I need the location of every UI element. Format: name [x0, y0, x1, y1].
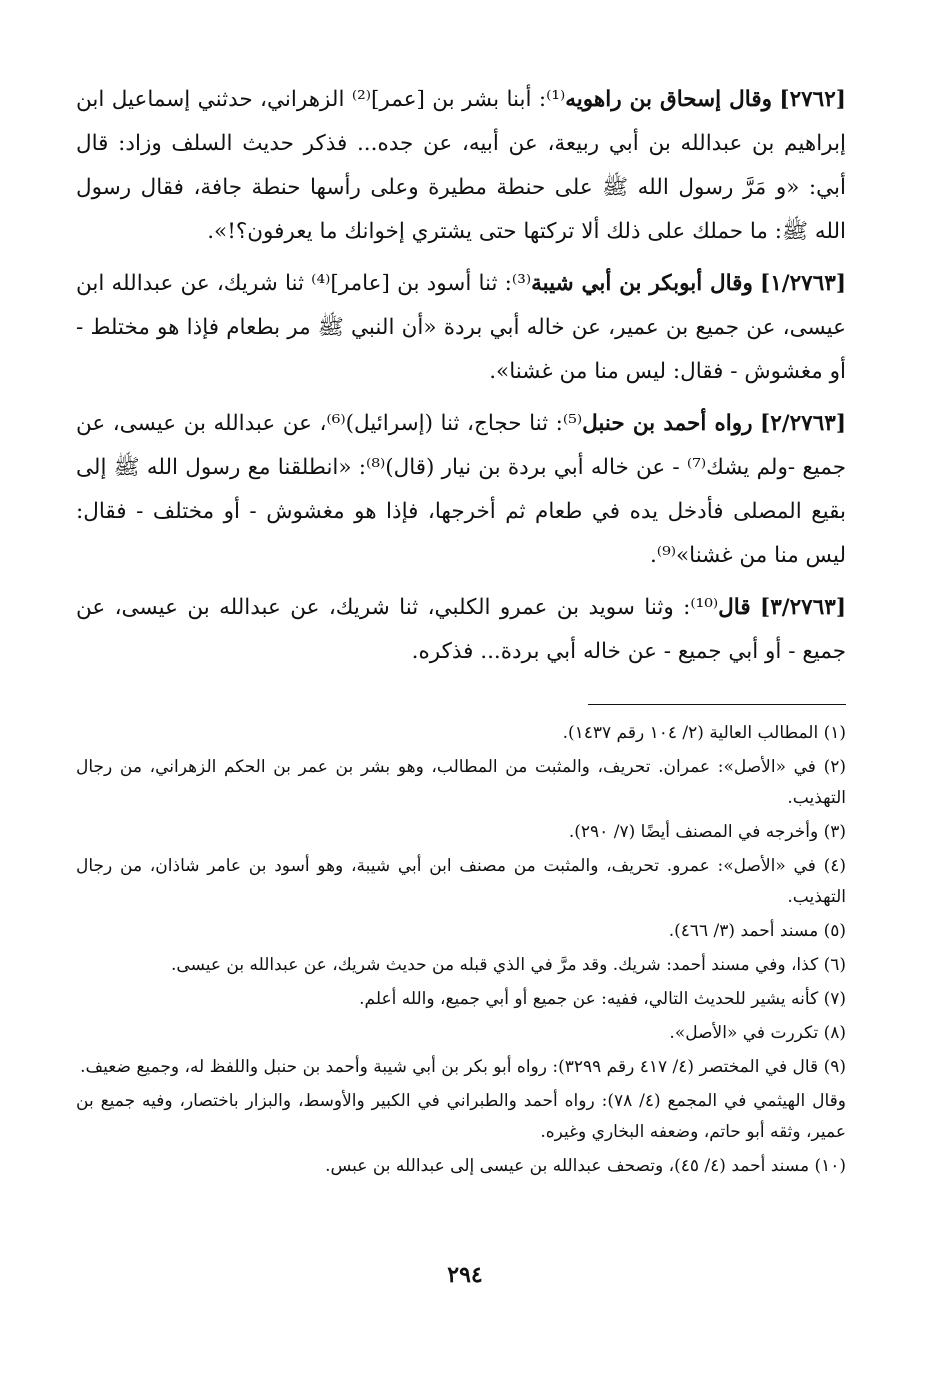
footnote-4: (٤) في «الأصل»: عمرو. تحريف، والمثبت من مصنف ابن أبي شيبة، وهو أسود بن عامر شاذان، من رجال التهذيب. — [76, 856, 846, 907]
hadith-paragraph-2763-3 — [76, 586, 846, 674]
footnote-5: (٥) مسند أحمد (٣/ ٤٦٦). — [668, 921, 846, 941]
hadith-number: [٢٧٦٢] — [779, 87, 846, 112]
footnote-8: (٨) تكررت في «الأصل». — [669, 1023, 846, 1043]
footnote-separator — [588, 704, 846, 705]
hadith-paragraph-2762 — [76, 78, 846, 254]
footnote-9: (٩) قال في المختصر (٤/ ٤١٧ رقم ٣٢٩٩): رواه أبو بكر بن أبي شيبة وأحمد بن حنبل واللفظ له، وجميع ضعيف. — [80, 1057, 846, 1077]
hadith-lead: قال — [718, 595, 751, 620]
hadith-paragraph-2763-1 — [76, 262, 846, 394]
hadith-lead: وقال إسحاق بن راهويه — [565, 87, 772, 112]
hadith-lead: رواه أحمد بن حنبل — [582, 411, 753, 436]
footnote-1: (١) المطالب العالية (٢/ ١٠٤ رقم ١٤٣٧). — [562, 723, 846, 743]
hadith-number: [٣/٢٧٦٣] — [760, 595, 846, 620]
main-text — [76, 78, 846, 682]
footnotes — [76, 718, 846, 1185]
footnote-9-continued: وقال الهيثمي في المجمع (٤/ ٧٨): رواه أحمد والطبراني في الكبير والأوسط، والبزار باختصار، وفيه جميع بن عمير، وثقه أبو حاتم، وضعفه البخاري وغيره. — [76, 1091, 846, 1142]
hadith-number: [٢/٢٧٦٣] — [760, 411, 846, 436]
page-number: ٢٩٤ — [447, 1262, 483, 1288]
hadith-lead: وقال أبوبكر بن أبي شيبة — [531, 271, 753, 296]
hadith-number: [١/٢٧٦٣] — [760, 271, 846, 296]
hadith-text: ⁽³⁾: ثنا أسود بن [عامر]⁽⁴⁾ ثنا شريك، عن عبدالله ابن عيسى، عن جميع بن عمير، عن خاله أبي بردة «أن النبي ﷺ مر بطعام فإذا هو مختلط - أو مغشوش - فقال: ليس منا من غشنا». — [76, 271, 846, 384]
footnote-2: (٢) في «الأصل»: عمران. تحريف، والمثبت من المطالب، وهو بشر بن عمر بن الحكم الزهراني، من رجال التهذيب. — [76, 757, 846, 808]
hadith-text: ⁽¹⁰⁾: وثنا سويد بن عمرو الكلبي، ثنا شريك، عن عبدالله بن عيسى، عن جميع - أو أبي جميع - عن خاله أبي بردة... فذكره. — [76, 595, 846, 664]
hadith-paragraph-2763-2 — [76, 402, 846, 578]
footnote-10: (١٠) مسند أحمد (٤/ ٤٥)، وتصحف عبدالله بن عيسى إلى عبدالله بن عبس. — [325, 1156, 846, 1176]
footnote-7: (٧) كأنه يشير للحديث التالي، ففيه: عن جميع أو أبي جميع، والله أعلم. — [359, 989, 846, 1009]
hadith-text: ⁽¹⁾: أبنا بشر بن [عمر]⁽²⁾ الزهراني، حدثني إسماعيل ابن إبراهيم بن عبدالله بن أبي ربيعة، عن أبيه، عن جده... فذكر حديث السلف وزاد: قال أبي: «و مَرَّ رسول الله ﷺ على حنطة مطيرة وعلى رأسها حنطة جافة، فقال رسول الله ﷺ: ما حملك على ذلك ألا تركتها حتى يشتري إخوانك ما يعرفون؟!». — [76, 87, 846, 244]
footnote-6: (٦) كذا، وفي مسند أحمد: شريك. وقد مرَّ في الذي قبله من حديث شريك، عن عبدالله بن عيسى. — [171, 955, 846, 975]
footnote-3: (٣) وأخرجه في المصنف أيضًا (٧/ ٢٩٠). — [568, 822, 846, 842]
hadith-text: ⁽⁵⁾: ثنا حجاج، ثنا (إسرائيل)⁽⁶⁾، عن عبدالله بن عيسى، عن جميع -ولم يشك⁽⁷⁾ - عن خاله أبي بردة بن نيار (قال)⁽⁸⁾: «انطلقنا مع رسول الله ﷺ إلى بقيع المصلى فأدخل يده في طعام ثم أخرجها، فإذا هو مغشوش - أو مختلف - فقال: ليس منا من غشنا»⁽⁹⁾. — [76, 411, 846, 568]
